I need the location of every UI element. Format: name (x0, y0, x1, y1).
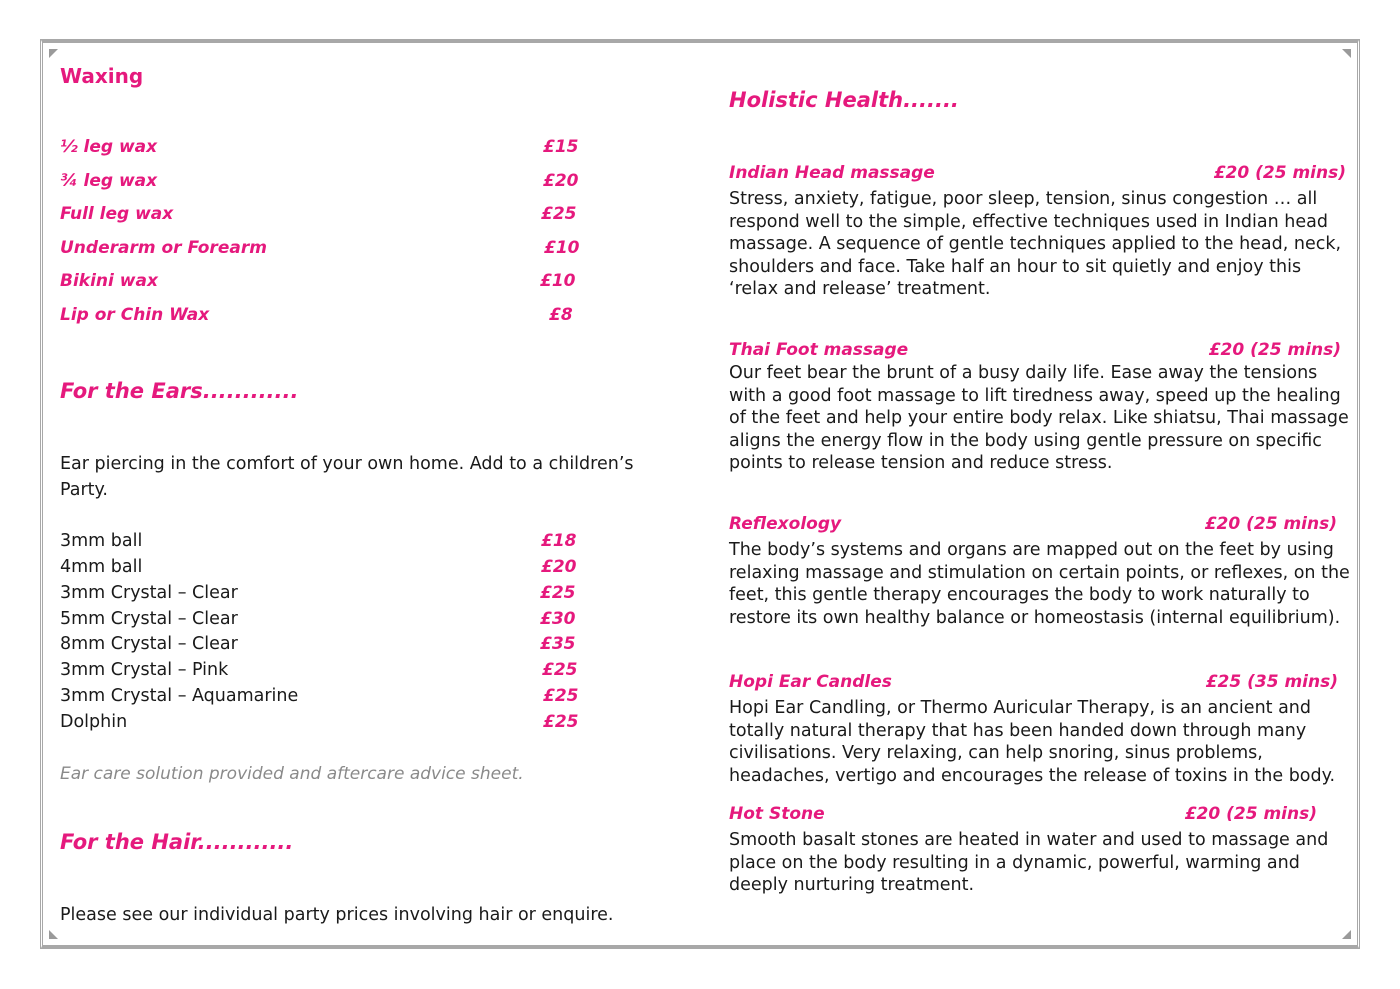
treatment-name: Hopi Ear Candles (729, 672, 892, 692)
corner-ornament-icon (1342, 49, 1351, 58)
corner-ornament-icon (49, 49, 58, 58)
waxing-item-price: £8 (549, 305, 573, 325)
waxing-item-price: £20 (543, 171, 579, 191)
ears-item-name: 3mm Crystal – Pink (60, 660, 229, 680)
ears-item-name: 4mm ball (60, 557, 143, 577)
ears-item-price: £25 (543, 686, 579, 706)
waxing-title: Waxing (60, 64, 144, 88)
treatment-description: The body’s systems and organs are mapped out on the feet by using relaxing massage and stimulation on certain points, or reflexes, on the feet, this gentle therapy encourages the body to work naturally to restore its own healthy balance or homeostasis (internal equilibrium). (729, 540, 1350, 628)
waxing-item-name: Lip or Chin Wax (60, 305, 210, 325)
corner-ornament-icon (49, 930, 58, 939)
waxing-item-price: £15 (543, 137, 579, 157)
ears-item-name: 3mm Crystal – Clear (60, 583, 238, 603)
waxing-item-name: Underarm or Forearm (60, 238, 267, 258)
holistic-title: Holistic Health....... (729, 88, 959, 112)
hair-title: For the Hair............ (60, 830, 294, 854)
treatment-price: £20 (25 mins) (1204, 514, 1337, 534)
ears-item-name: 5mm Crystal – Clear (60, 609, 238, 629)
waxing-item-price: £10 (544, 238, 580, 258)
treatment-description: Stress, anxiety, fatigue, poor sleep, tension, sinus congestion … all respond well to the simple, effective techniques used in Indian head massage. A sequence of gentle techniques applied to the head, neck, shoulders and face. Take half an hour to sit quietly and enjoy this ‘relax and release’ treatment. (729, 189, 1342, 299)
ears-item-price: £25 (540, 583, 576, 603)
ears-item-name: 3mm ball (60, 531, 143, 551)
treatment-price: £20 (25 mins) (1208, 340, 1341, 360)
ears-item-price: £25 (542, 660, 578, 680)
ears-note: Ear care solution provided and aftercare advice sheet. (60, 764, 524, 784)
ears-item-price: £18 (541, 531, 577, 551)
ears-item-price: £35 (540, 634, 576, 654)
treatment-description: Our feet bear the brunt of a busy daily life. Ease away the tensions with a good foot massage to lift tiredness away, speed up the healing of the feet and help your entire body relax. Like shiatsu, Thai massage aligns the energy flow in the body using gentle pressure on specific points to release tension and reduce stress. (729, 363, 1349, 473)
ears-intro-line-2: Party. (60, 480, 108, 500)
treatment-name: Hot Stone (729, 804, 825, 824)
treatment-price: £20 (25 mins) (1213, 163, 1346, 183)
ears-item-price: £20 (541, 557, 577, 577)
ears-item-name: 8mm Crystal – Clear (60, 634, 238, 654)
treatment-description: Smooth basalt stones are heated in water and used to massage and place on the body resulting in a dynamic, powerful, warming and deeply nurturing treatment. (729, 830, 1329, 895)
treatment-description: Hopi Ear Candling, or Thermo Auricular Therapy, is an ancient and totally natural therapy that has been handed down through many civilisations. Very relaxing, can help snoring, sinus problems, headaches, vertigo and encourages the release of toxins in the body. (729, 698, 1336, 786)
waxing-item-price: £25 (541, 204, 577, 224)
ears-title: For the Ears............ (60, 379, 299, 403)
waxing-item-name: ¾ leg wax (60, 171, 158, 191)
hair-text: Please see our individual party prices involving hair or enquire. (60, 905, 614, 925)
waxing-item-name: Bikini wax (60, 271, 158, 291)
ears-item-price: £30 (540, 609, 576, 629)
ears-intro-line-1: Ear piercing in the comfort of your own home. Add to a children’s (60, 454, 634, 474)
ears-item-price: £25 (543, 712, 579, 732)
ears-item-name: Dolphin (60, 712, 128, 732)
treatment-price: £20 (25 mins) (1184, 804, 1317, 824)
treatment-name: Thai Foot massage (729, 340, 909, 360)
treatment-name: Indian Head massage (729, 163, 935, 183)
treatment-price: £25 (35 mins) (1205, 672, 1338, 692)
waxing-item-price: £10 (540, 271, 576, 291)
corner-ornament-icon (1342, 930, 1351, 939)
waxing-item-name: ½ leg wax (60, 137, 158, 157)
treatment-name: Reflexology (729, 514, 842, 534)
waxing-item-name: Full leg wax (60, 204, 174, 224)
ears-item-name: 3mm Crystal – Aquamarine (60, 686, 299, 706)
